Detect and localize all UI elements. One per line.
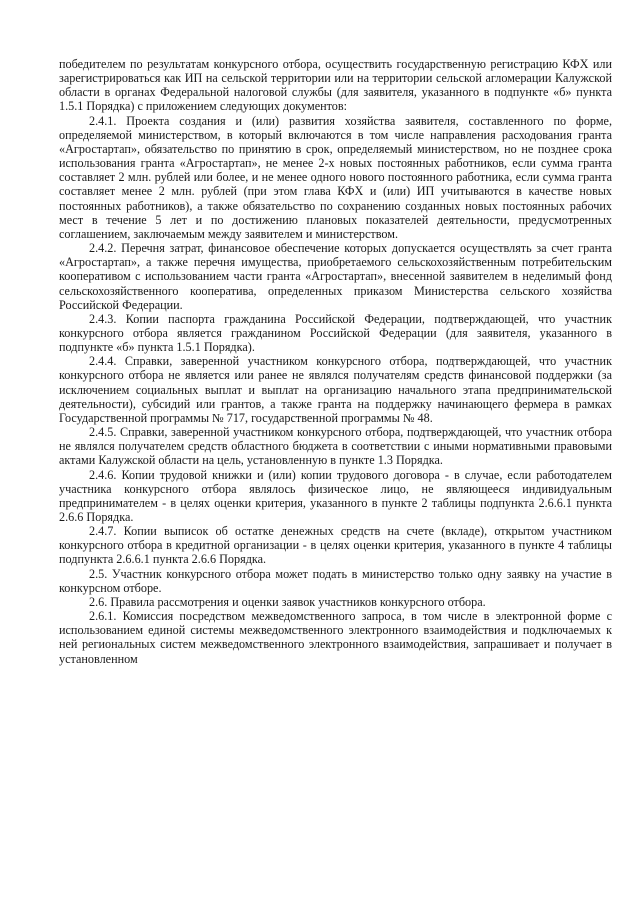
paragraph-2-4-5: 2.4.5. Справки, заверенной участником конкурсного отбора, подтверждающей, что участник отбора не являлся получателем средств областного бюджета в соответствии с иными нормативными правовыми актами Калужской области на цель, установленную в пункте 1.3 Порядка. <box>59 425 612 468</box>
paragraph-2-4-6: 2.4.6. Копии трудовой книжки и (или) копии трудового договора - в случае, если работодателем участника конкурсного отбора являлось физическое лицо, не являющееся индивидуальным предпринимателем - в целях оценки критерия, указанного в пункте 2 таблицы подпункта 2.6.6.1 пункта 2.6.6 Порядка. <box>59 467 612 524</box>
paragraph-2-4-1: 2.4.1. Проекта создания и (или) развития хозяйства заявителя, составленного по форме, определяемой министерством, в который включаются в том числе направления расходования гранта «Агростартап», обязательство по принятию в срок, определяемый министерством, но не позднее срока использования гранта «Агростартап», не менее 2-х новых постоянных работников, если сумма гранта составляет 2 млн. рублей или более, и не менее одного нового постоянного работника, если сумма гранта составляет менее 2 млн. рублей (при этом глава КФХ и (или) ИП учитываются в качестве новых постоянных работников), а также обязательство по сохранению созданных новых постоянных рабочих мест в течение 5 лет и по достижению плановых показателей деятельности, предусмотренных соглашением, заключаемым между заявителем и министерством. <box>59 113 612 241</box>
paragraph-2-6-1: 2.6.1. Комиссия посредством межведомственного запроса, в том числе в электронной форме с использованием единой системы межведомственного электронного взаимодействия и подключаемых к ней региональных систем межведомственного электронного взаимодействия, запрашивает и получает в установленном <box>59 609 612 666</box>
paragraph-2-5: 2.5. Участник конкурсного отбора может подать в министерство только одну заявку на участие в конкурсном отборе. <box>59 566 612 595</box>
paragraph-2-4-7: 2.4.7. Копии выписок об остатке денежных средств на счете (вкладе), открытом участником конкурсного отбора в кредитной организации - в целях оценки критерия, указанного в пункте 4 таблицы подпункта 2.6.6.1 пункта 2.6.6 Порядка. <box>59 524 612 567</box>
paragraph-2-4-4: 2.4.4. Справки, заверенной участником конкурсного отбора, подтверждающей, что участник конкурсного отбора не является или ранее не являлся получателям средств финансовой поддержки (за исключением социальных выплат и выплат на организацию начального этапа предпринимательской деятельности), субсидий или грантов, а также гранта на поддержку начинающего фермера в рамках Государственной программы № 717, государственной программы № 48. <box>59 354 612 425</box>
paragraph-2-4-2: 2.4.2. Перечня затрат, финансовое обеспечение которых допускается осуществлять за счет гранта «Агростартап», а также перечня имущества, приобретаемого сельскохозяйственным потребительским кооперативом с использованием части гранта «Агростартап», внесенной заявителем в неделимый фонд сельскохозяйственного кооператива, определенных приказом Министерства сельского хозяйства Российской Федерации. <box>59 241 612 312</box>
paragraph-2-6: 2.6. Правила рассмотрения и оценки заявок участников конкурсного отбора. <box>89 594 486 609</box>
document-page <box>59 57 612 666</box>
paragraph-2-4-3: 2.4.3. Копии паспорта гражданина Российской Федерации, подтверждающей, что участник конкурсного отбора является гражданином Российской Федерации (для заявителя, указанного в подпункте «б» пункта 1.5.1 Порядка). <box>59 311 612 355</box>
paragraph-intro: победителем по результатам конкурсного отбора, осуществить государственную регистрацию КФХ или зарегистрироваться как ИП на сельской территории или на территории сельской агломерации Калужской области в органах Федеральной налоговой службы (для заявителя, указанного в подпункте «б» пункта 1.5.1 Порядка) с приложением следующих документов: <box>59 57 612 114</box>
